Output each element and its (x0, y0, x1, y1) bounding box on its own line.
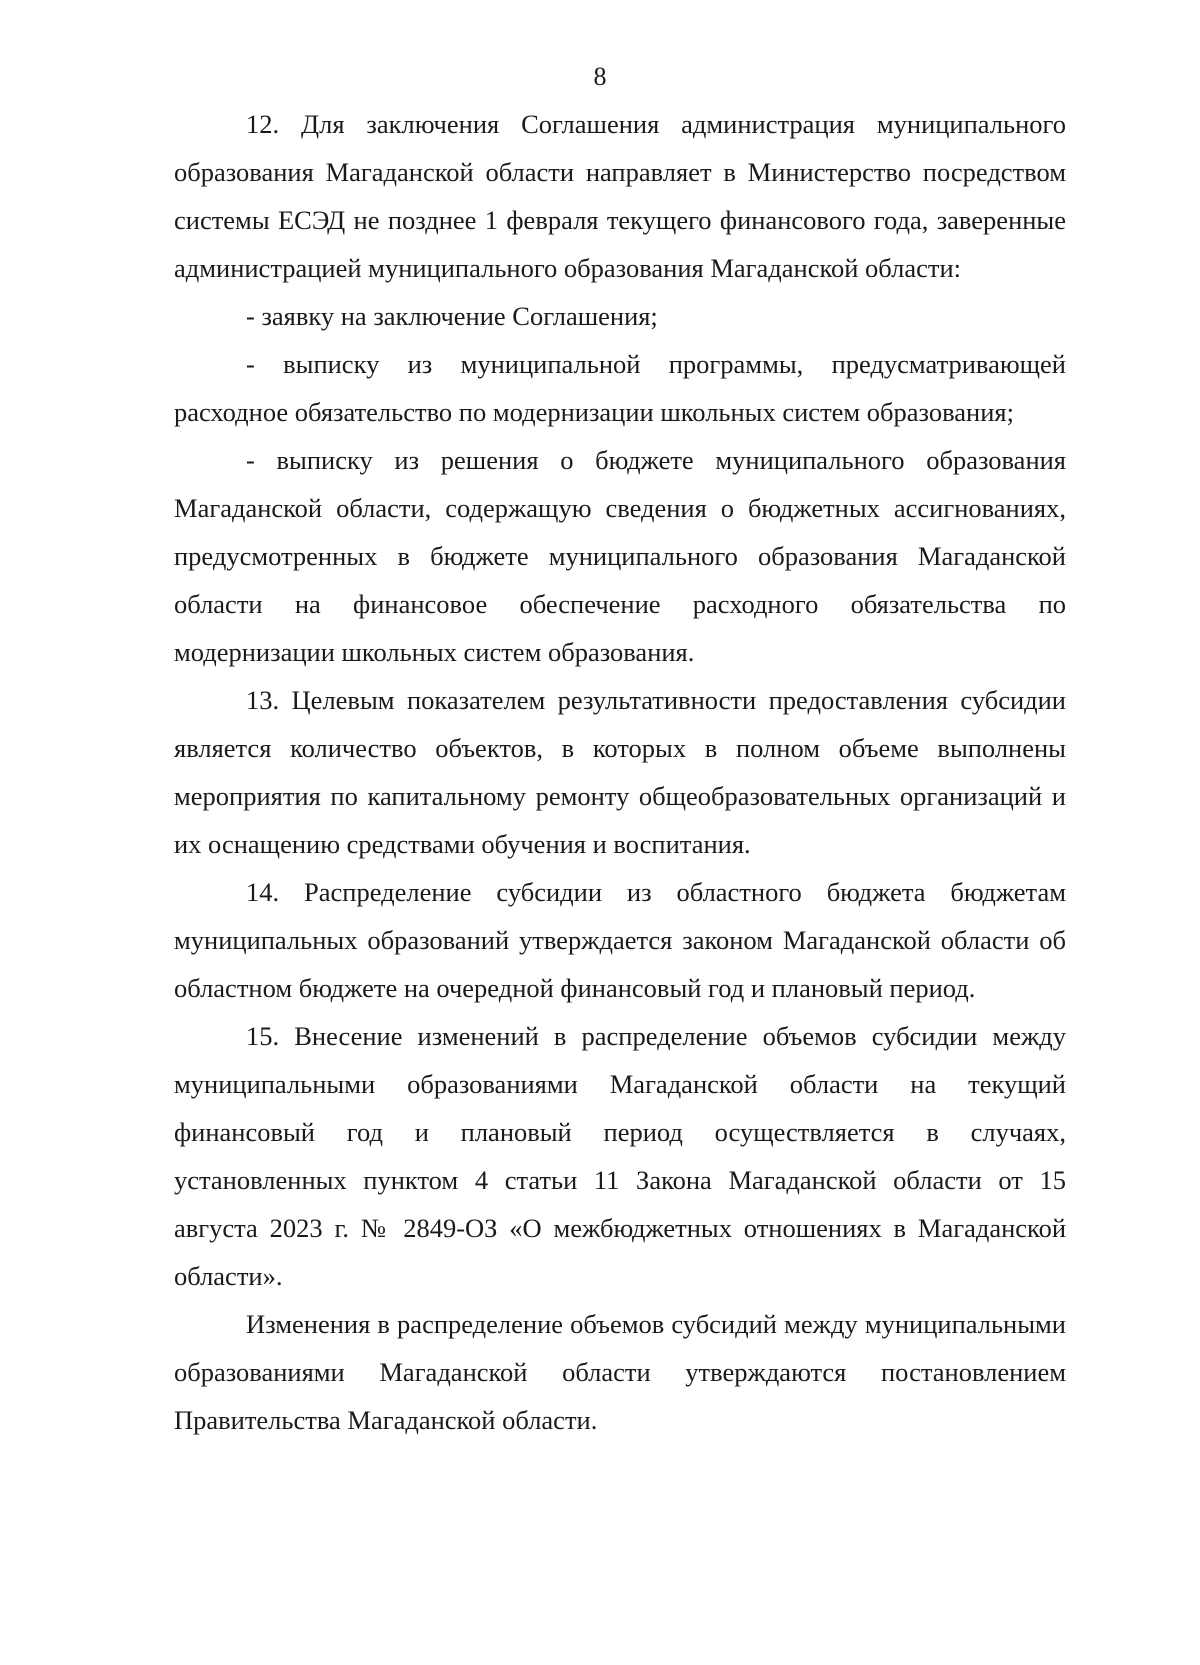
page-number: 8 (593, 62, 607, 91)
paragraph-15: 15. Внесение изменений в распределение объемов субсидии между муниципальными образованиями Магаданской области на текущий финансовый год и плановый период осуществляется в случаях, установленных пунктом 4 статьи 11 Закона Магаданской области от 15 августа 2023 г. № 2849-ОЗ «О межбюджетных отношениях в Магаданской области». (174, 1021, 1066, 1291)
paragraph-14: 14. Распределение субсидии из областного бюджета бюджетам муниципальных образований утверждается законом Магаданской области об областном бюджете на очередной финансовый год и плановый период. (174, 877, 1066, 1003)
list-item-application: - заявку на заключение Соглашения; (246, 301, 658, 331)
paragraph-changes: Изменения в распределение объемов субсидий между муниципальными образованиями Магаданской области утверждаются постановлением Правительства Магаданской области. (174, 1309, 1066, 1435)
list-item-budget-extract: - выписку из решения о бюджете муниципального образования Магаданской области, содержащую сведения о бюджетных ассигнованиях, предусмотренных в бюджете муниципального образования Магаданской области на финансовое обеспечение расходного обязательства по модернизации школьных систем образования. (174, 445, 1066, 667)
document-body (174, 100, 1066, 1444)
list-item-program-extract: - выписку из муниципальной программы, предусматривающей расходное обязательство по модернизации школьных систем образования; (174, 349, 1066, 427)
paragraph-13: 13. Целевым показателем результативности предоставления субсидии является количество объектов, в которых в полном объеме выполнены мероприятия по капитальному ремонту общеобразовательных организаций и их оснащению средствами обучения и воспитания. (174, 685, 1066, 859)
paragraph-12: 12. Для заключения Соглашения администрация муниципального образования Магаданской области направляет в Министерство посредством системы ЕСЭД не позднее 1 февраля текущего финансового года, заверенные администрацией муниципального образования Магаданской области: (174, 109, 1066, 283)
